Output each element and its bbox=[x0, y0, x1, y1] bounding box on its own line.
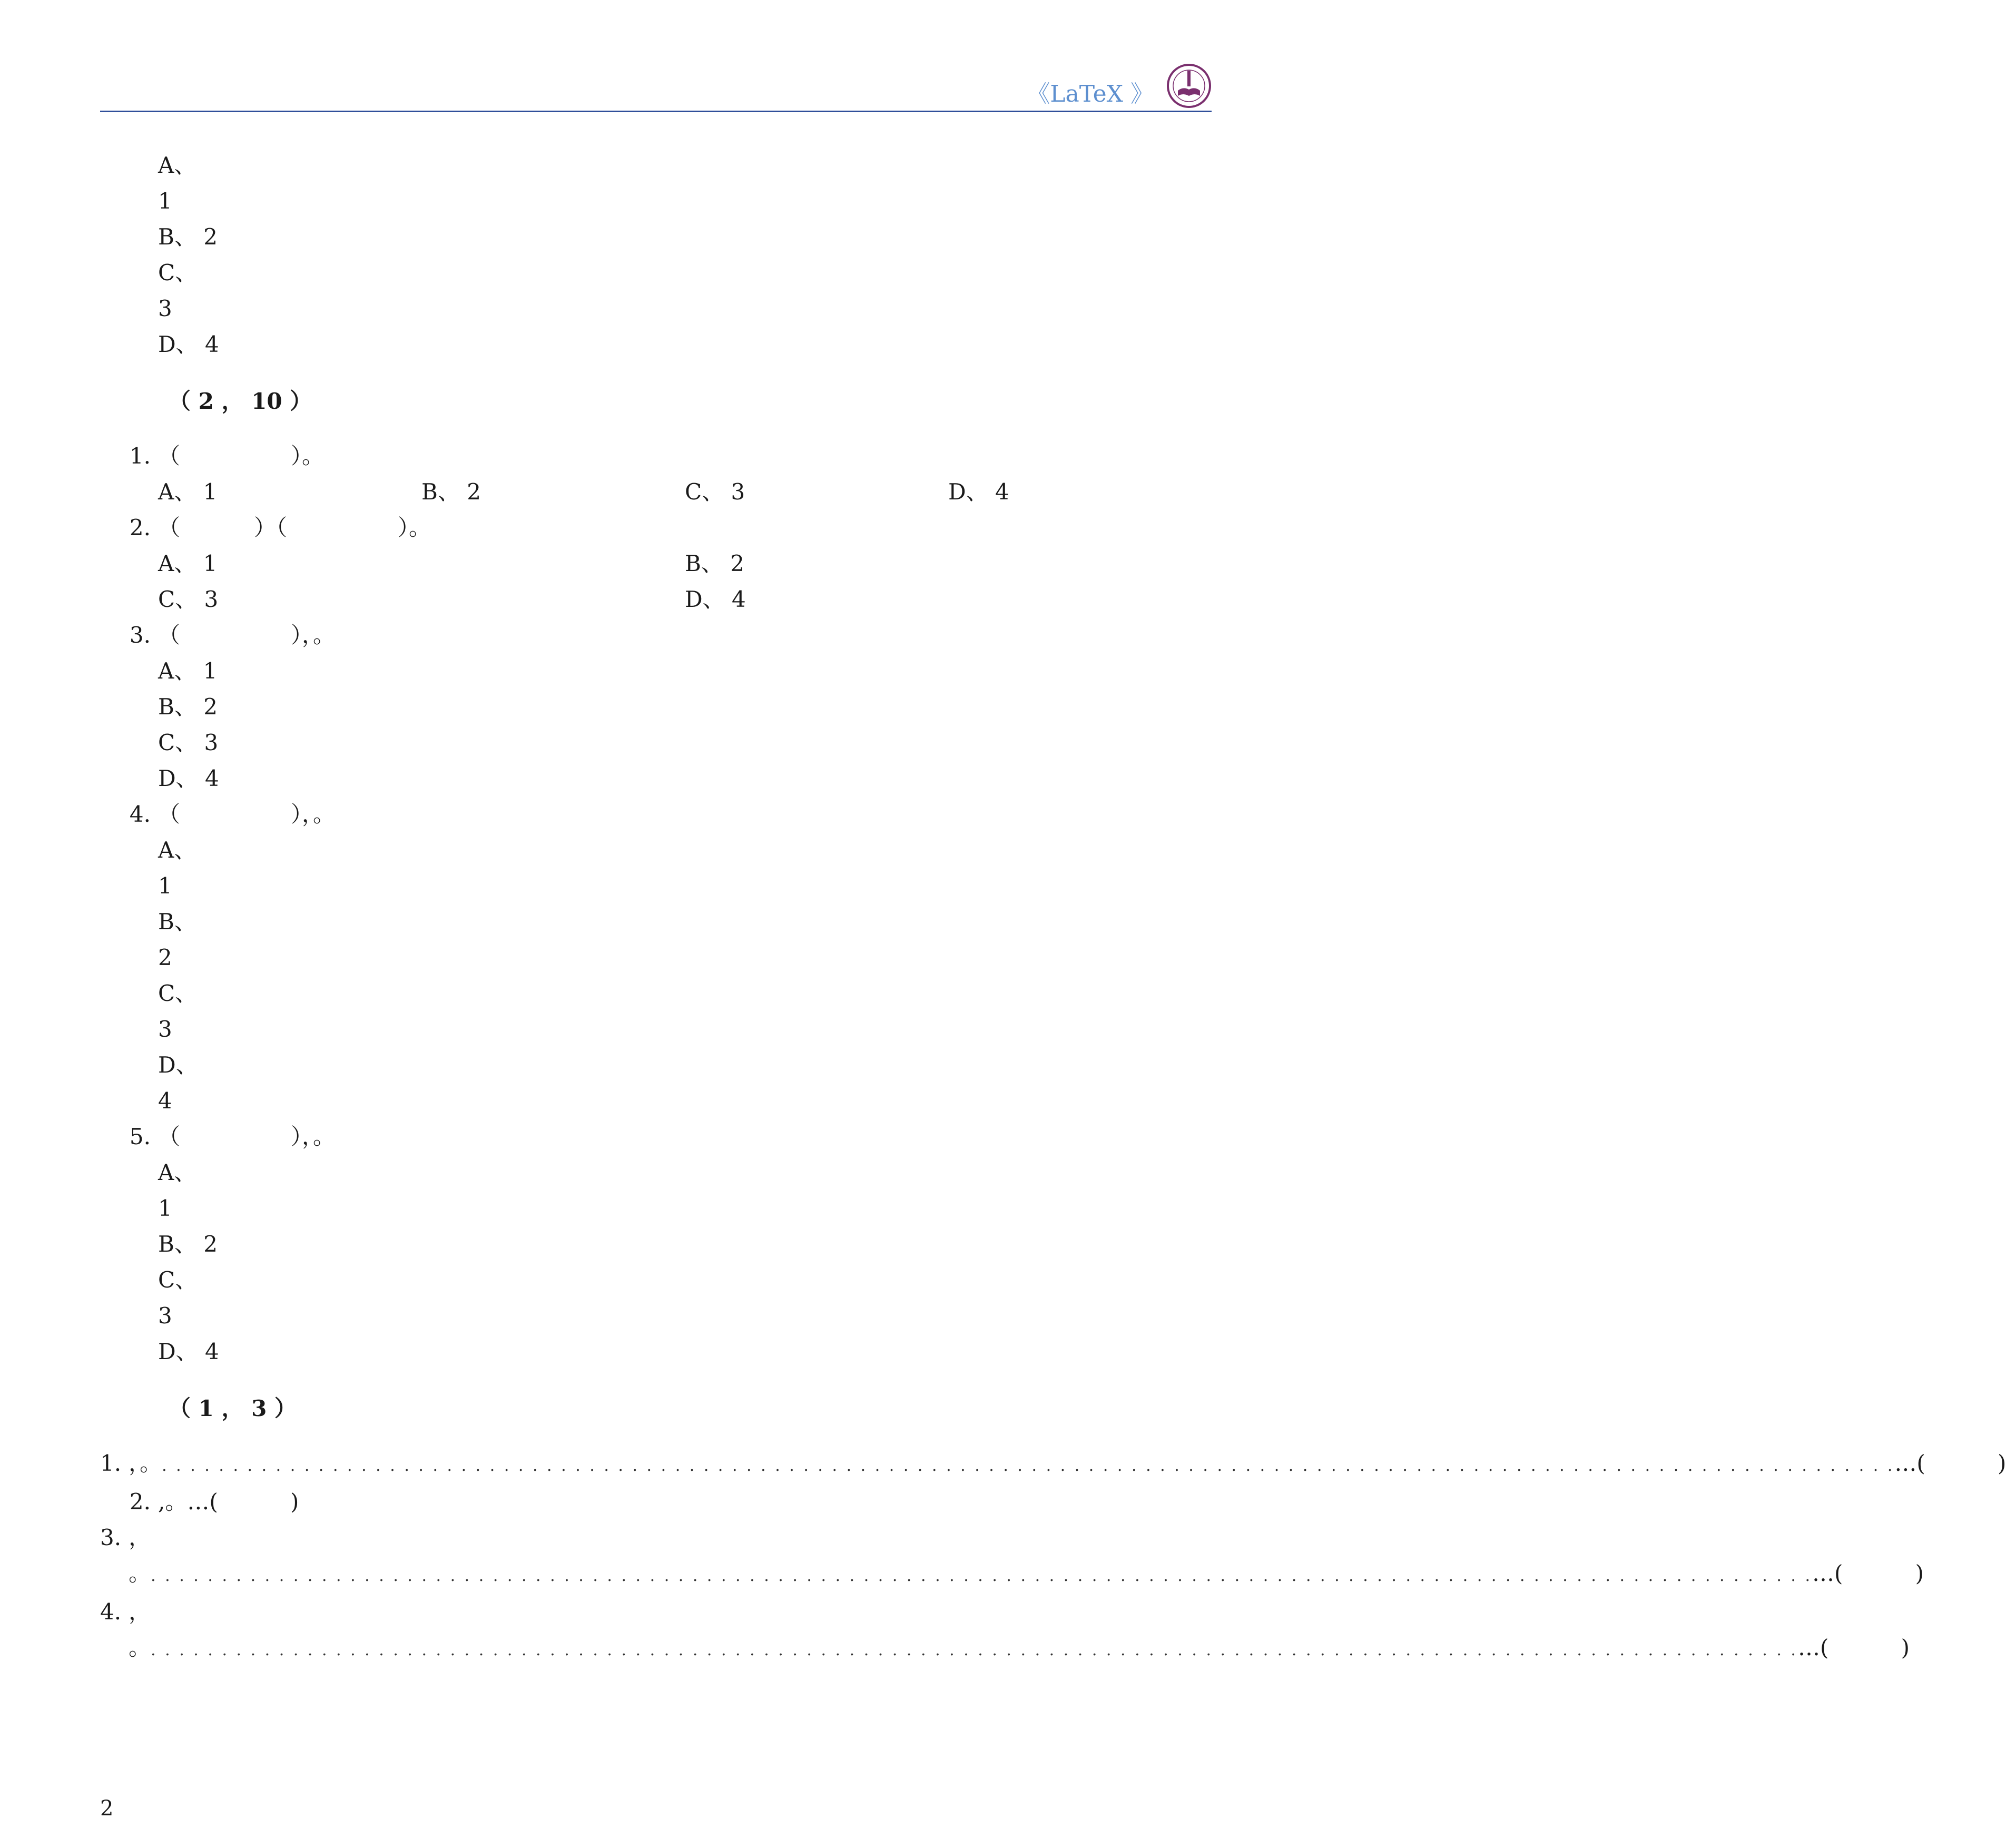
answer-parentheses: ( ) bbox=[1916, 1450, 2006, 1476]
option-item: D、 4 bbox=[158, 765, 219, 791]
option-item: C、 3 bbox=[158, 1267, 198, 1329]
page-content bbox=[100, 148, 2006, 1668]
option-item: A、 1 bbox=[158, 658, 218, 684]
judge-question: 1. ，。 . . . . . . . . . . . . . . . . . . . . . . . . . . . . . . . . . . . . . . . . . . . . . . . . . . . . . . . . . . . . . . . . . . . . . . . . . . . . . . . . . . . . . . . . . . . . . . . . . . . . . . . . . . . . . . . . . . . . . . . . . . … ( ) bbox=[100, 1446, 1212, 1484]
page-number: 2 bbox=[100, 1796, 114, 1821]
judge-question: 2. ,。 … ( ) bbox=[100, 1484, 1212, 1520]
page-header bbox=[100, 63, 1212, 112]
answer-parentheses: ( ) bbox=[209, 1489, 299, 1515]
option-item: C、 3 bbox=[158, 980, 198, 1042]
question-item: 4. （ ），。 bbox=[129, 801, 336, 827]
header-right-title: 《LaTeX 》 bbox=[1027, 81, 1154, 107]
question-item: 1. （ ）。 bbox=[129, 443, 324, 469]
option-item: B、 2 bbox=[158, 224, 218, 250]
question-item: 5. （ ），。 bbox=[129, 1124, 336, 1149]
option-item: D、 4 bbox=[158, 331, 219, 357]
option-row: A、 1 B、 2 bbox=[158, 551, 744, 576]
option-item: D、 4 bbox=[158, 1052, 198, 1114]
option-item: A、 1 bbox=[158, 152, 196, 214]
option-item: B、 2 bbox=[158, 909, 196, 970]
answer-parentheses: ( ) bbox=[1834, 1560, 1924, 1586]
option-row: C、 3 D、 4 bbox=[158, 586, 746, 612]
option-row: A、 1 B、 2 C、 3 D、 4 bbox=[158, 479, 1009, 505]
answer-parentheses: ( ) bbox=[1820, 1635, 1910, 1660]
section-heading-4: （ 1 ， 3 ） bbox=[169, 1395, 297, 1421]
option-list-top bbox=[100, 148, 1212, 362]
option-item: C、 3 bbox=[158, 730, 219, 755]
option-item: B、 2 bbox=[158, 694, 218, 720]
question-item: 2. （ ）（ ）。 bbox=[129, 515, 431, 540]
judge-question: 3. ， 。 . . . . . . . . . . . . . . . . . . . . . . . . . . . . . . . . . . . . . . . . . . . . . . . . . . . . . . . . . . . . . . . . . . . . . . . . . . . . . . . . . . . . . . . . . . . . . . . . . . . . . . . . . . . . . . . . . . . . . … ( ) bbox=[100, 1520, 1212, 1594]
option-item: C、 3 bbox=[158, 260, 198, 321]
university-seal-logo bbox=[1166, 63, 1212, 109]
option-item: A、 1 bbox=[158, 837, 196, 899]
section-heading-3: （ 2 ， 10 ） bbox=[169, 388, 312, 414]
option-item: B、 2 bbox=[158, 1231, 218, 1257]
question-item: 3. （ ），。 bbox=[129, 622, 336, 648]
leader-dots: . . . . . . . . . . . . . . . . . . . . . . . . . . . . . . . . . . . . . . . . . . . . . . . . . . . . . . . . . . . . . . . . . . . . . . . . . . . . . . . . . . . . . . . . . . . . . . . . . . . . . . . . . . . . . . . . . . . . bbox=[151, 1641, 1798, 1659]
option-item: D、 4 bbox=[158, 1339, 219, 1364]
judge-question: 4. ， 。 . . . . . . . . . . . . . . . . . . . . . . . . . . . . . . . . . . . . . . . . . . . . . . . . . . . . . . . . . . . . . . . . . . . . . . . . . . . . . . . . . . . . . . . . . . . . . . . . . . . . . . . . . . . . . . . . . . . . … ( ) bbox=[100, 1594, 1212, 1668]
option-item: A、 1 bbox=[158, 1159, 196, 1221]
leader-dots: . . . . . . . . . . . . . . . . . . . . . . . . . . . . . . . . . . . . . . . . . . . . . . . . . . . . . . . . . . . . . . . . . . . . . . . . . . . . . . . . . . . . . . . . . . . . . . . . . . . . . . . . . . . . . . . . . . . . . bbox=[151, 1567, 1813, 1585]
leader-dots: . . . . . . . . . . . . . . . . . . . . . . . . . . . . . . . . . . . . . . . . . . . . . . . . . . . . . . . . . . . . . . . . . . . . . . . . . . . . . . . . . . . . . . . . . . . . . . . . . . . . . . . . . . . . . . . . . . . . . . . . . . bbox=[162, 1457, 1895, 1475]
